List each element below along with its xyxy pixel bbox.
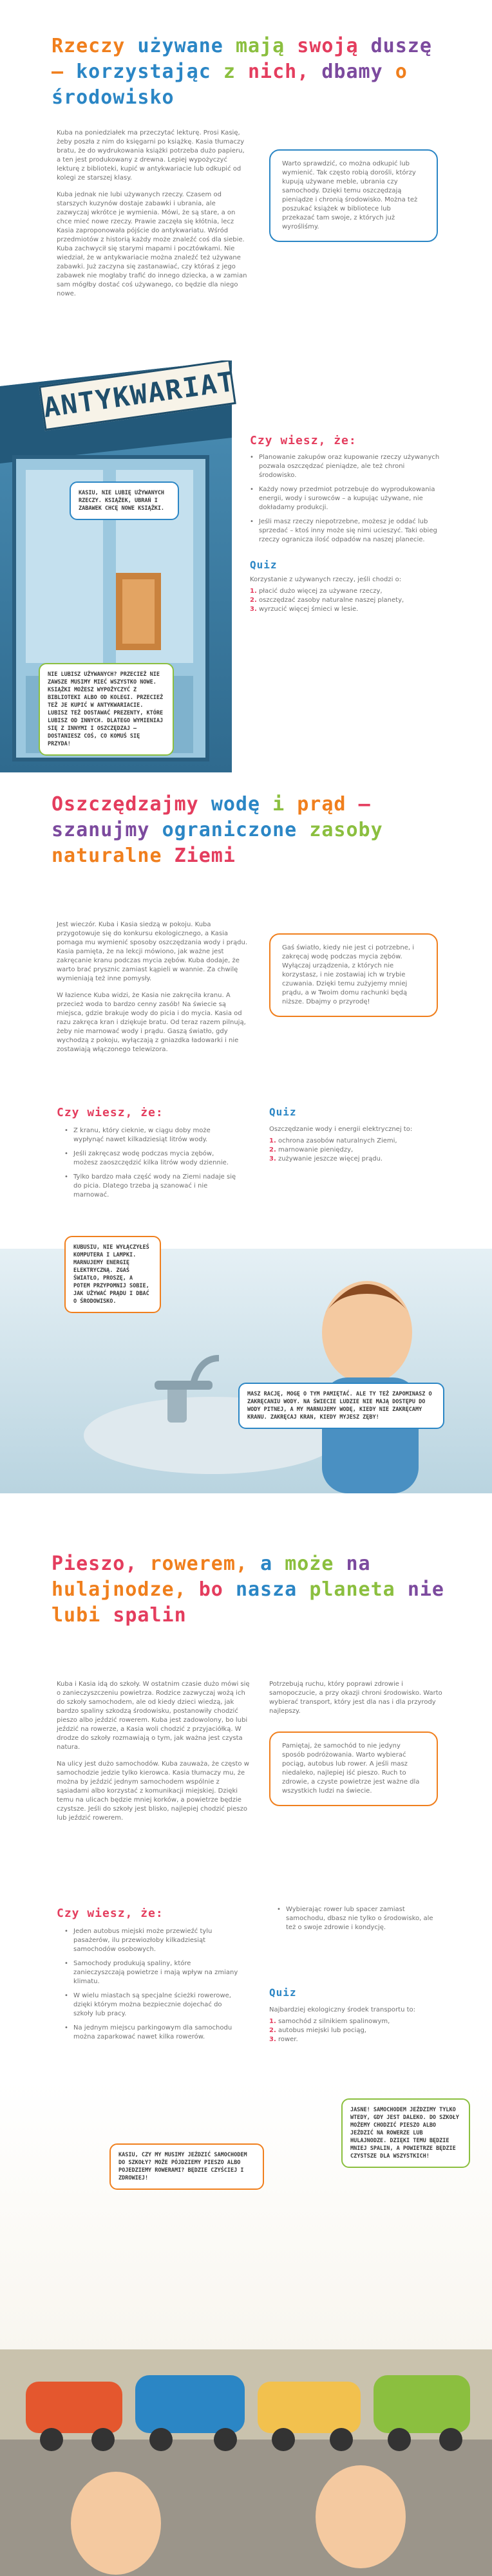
title-word: nasza — [235, 1578, 298, 1601]
title-word: dbamy — [321, 61, 383, 83]
quiz-option — [269, 1155, 443, 1164]
quiz-block — [250, 575, 443, 614]
paragraph: Jest wieczór. Kuba i Kasia siedzą w pokoju. Kuba przygotowuje się do konkursu ekologicznego, a Kasia pomaga mu wymienić sposoby oszczędzania wody i prądu. Kasia pamięta, że na lekcji mówiono, jak ważne jest zakręcanie kranu podczas mycia zębów. Kuba dodaje, że warto brać prysznic zamiast kąpieli w wannie. Za chwilę wymieniają też inne pomysły. — [57, 921, 248, 982]
option-number: 1. — [250, 588, 257, 595]
quiz-heading: Quiz — [269, 1986, 297, 1999]
title-word: Ziemi — [174, 845, 236, 867]
section2-title — [52, 792, 451, 869]
quiz-question: Korzystanie z używanych rzeczy, jeśli chodzi o: — [250, 576, 402, 583]
title-word: nie — [407, 1578, 444, 1601]
title-word: bo — [198, 1578, 223, 1601]
kasia-speech-bubble — [64, 1236, 161, 1313]
facts-heading: Czy wiesz, że: — [57, 1106, 164, 1119]
title-word: może — [285, 1553, 334, 1575]
title-word: zasoby — [309, 819, 383, 841]
title-word: naturalne — [52, 845, 162, 867]
option-number: 2. — [269, 2027, 276, 2034]
title-word: nich, — [248, 61, 310, 83]
facts-list — [250, 453, 443, 550]
option-text: oszczędzać zasoby naturalne naszej planety, — [258, 597, 404, 604]
kasia-speech-bubble — [341, 2098, 470, 2168]
quiz-block — [269, 2006, 443, 2044]
facts-heading: Czy wiesz, że: — [250, 434, 357, 447]
fact-item: • Planowanie zakupów oraz kupowanie rzeczy używanych pozwala oszczędzać pieniądze, ale też chroni środowisko. — [250, 453, 443, 480]
option-number: 2. — [250, 597, 257, 604]
fact-item: • Wybierając rower lub spacer zamiast samochodu, dbasz nie tylko o środowisko, ale też o swoje zdrowie i kondycję. — [277, 1905, 444, 1932]
section3-body — [57, 1680, 250, 1831]
title-word: a — [260, 1553, 273, 1575]
quiz-heading: Quiz — [250, 559, 278, 571]
speech-text: KASIU, CZY MY MUSIMY JEŹDZIĆ SAMOCHODEM DO SZKOŁY? MOŻE PÓJDZIEMY PIESZO ALBO POJEDZIEMY ROWERAMI? BĘDZIE CZYŚCIEJ I ZDROWIEJ! — [118, 2152, 247, 2181]
facts-list — [64, 1927, 238, 2047]
callout-text: Pamiętaj, że samochód to nie jedyny sposób podróżowania. Warto wybierać pociąg, autobus lub rower. A jeśli masz niedaleko, najlepiej iść pieszo. Ruch to zdrowie, a czyste powietrze jest ważne dla wszystkich ludzi na świecie. — [282, 1742, 420, 1795]
title-word: ograniczone — [162, 819, 298, 841]
quiz-option — [250, 596, 443, 605]
title-word: mają — [235, 35, 285, 57]
callout-text: Warto sprawdzić, co można odkupić lub wymienić. Tak często robią dorośli, którzy kupują używane meble, ubrania czy samochody. Dzięki temu oszczędzają pieniądze i chronią środowisko. Można też poszukać książek w bibliotece lub przekazać tam swoje, z których już wyrośliśmy. — [282, 160, 418, 230]
option-text: autobus miejski lub pociąg, — [278, 2027, 366, 2034]
title-word: środowisko — [52, 86, 175, 109]
title-word: na — [346, 1553, 371, 1575]
section1-callout — [269, 149, 438, 242]
kuba-speech-bubble — [238, 1383, 444, 1429]
kasia-speech-bubble — [39, 663, 174, 756]
fact-item: • Na jednym miejscu parkingowym dla samochodu można zaparkować nawet kilka rowerów. — [64, 2024, 238, 2042]
option-text: wyrzucić więcej śmieci w lesie. — [258, 606, 359, 613]
title-word: Pieszo, — [52, 1553, 138, 1575]
fact-item: • W wielu miastach są specjalne ścieżki rowerowe, dzięki którym można bezpiecznie dojechać do szkoły lub pracy. — [64, 1992, 238, 2019]
option-number: 3. — [269, 1155, 276, 1162]
option-text: rower. — [278, 2036, 298, 2043]
title-word: prąd — [297, 793, 346, 816]
kuba-speech-bubble — [70, 481, 179, 520]
speech-text: KUBUSIU, NIE WYŁĄCZYŁEŚ KOMPUTERA I LAMPKI. MARNUJEMY ENERGIĘ ELEKTRYCZNĄ. ZGAŚ ŚWIATŁO, PROSZĘ, A POTEM PRZYPOMNIJ SOBIE, JAK UŻYWAĆ PRĄDU I DBAĆ O ŚRODOWISKO. — [73, 1244, 149, 1305]
fact-item: • Samochody produkują spaliny, które zanieczyszczają powietrze i mają wpływ na zmiany klimatu. — [64, 1959, 238, 1986]
option-text: zużywanie jeszcze więcej prądu. — [278, 1155, 383, 1162]
section1-body — [57, 129, 250, 306]
quiz-option — [269, 1146, 443, 1155]
facts-list — [64, 1126, 238, 1205]
callout-text: Gaś światło, kiedy nie jest ci potrzebne, i zakręcaj wodę podczas mycia zębów. Wyłączaj urządzenia, z których nie korzystasz, i nie zostawiaj ich w trybie czuwania. Dzięki temu zużyjemy mniej prądu, a w Twoim domu rachunki będą niższe. Dbajmy o przyrodę! — [282, 944, 414, 1005]
section3-title — [52, 1551, 451, 1629]
title-word: z — [223, 61, 236, 83]
option-number: 1. — [269, 2018, 276, 2025]
quiz-block — [269, 1125, 443, 1164]
quiz-option — [250, 587, 443, 596]
quiz-question: Najbardziej ekologiczny środek transportu to: — [269, 2006, 416, 2013]
street-illustration — [0, 2079, 492, 2576]
paragraph: W łazience Kuba widzi, że Kasia nie zakręciła kranu. A przecież woda to bardzo cenny zasób! Na świecie są miejsca, gdzie brakuje wody do picia i do mycia. Kasia od razu zakręca kran i dziękuje bratu. Od teraz razem pilnują, żeby nie marnować wody i prądu. Gaszą światło, gdy wychodzą z pokoju, wyłączają z gniazdka ładowarki i nie zostawiają włączonego telewizora. — [57, 992, 246, 1053]
title-word: – — [358, 793, 371, 816]
quiz-option — [269, 1137, 443, 1146]
kuba-speech-bubble — [109, 2143, 264, 2190]
paragraph: Potrzebują ruchu, który poprawi zdrowie i samopoczucie, a przy okazji chroni środowisko. Warto wybierać transport, który jest dla nas i dla przyrody najlepszy. — [269, 1681, 442, 1715]
option-number: 2. — [269, 1146, 276, 1153]
fact-item: • Każdy nowy przedmiot potrzebuje do wyprodukowania energii, wody i surowców – a kupując używane, nie dokładamy produkcji. — [250, 485, 443, 512]
fact-item: • Jeśli masz rzeczy niepotrzebne, możesz je oddać lub sprzedać – ktoś inny może się nimi ucieszyć. Taki obieg rzeczy ogranicza ilość odpadów na naszej planecie. — [250, 518, 443, 545]
option-number: 3. — [269, 2036, 276, 2043]
option-number: 3. — [250, 606, 257, 613]
title-word: swoją — [297, 35, 359, 57]
paragraph: Kuba jednak nie lubi używanych rzeczy. Czasem od starszych kuzynów dostaje zabawki i ubrania, ale zazwyczaj wkrótce je wymienia. Mówi, że są stare, a on chce mieć nowe rzeczy. Prawie zaczęła się kłótnia, lecz Kasia zaproponowała pójście do antykwariatu. Wśród przedmiotów z historią każdy może znaleźć coś dla siebie. Kuba zachwycił się starymi mapami i pocztówkami. Nie wiedział, że w antykwariacie można znaleźć też używane zabawki. Już zaczyna się zastanawiać, czy któraś z jego zabawek nie mogłaby trafić do innego dziecka, a w zamian sam mógłby dostać coś używanego, co będzie dla niego nowe. — [57, 191, 247, 297]
fact-item: • Jeśli zakręcasz wodę podczas mycia zębów, możesz zaoszczędzić kilka litrów wody dziennie. — [64, 1150, 238, 1168]
option-number: 1. — [269, 1137, 276, 1144]
title-word: i — [272, 793, 285, 816]
quiz-question: Oszczędzanie wody i energii elektrycznej to: — [269, 1126, 413, 1133]
title-word: korzystając — [76, 61, 211, 83]
option-text: samochód z silnikiem spalinowym, — [278, 2018, 390, 2025]
fact-item: • Z kranu, który cieknie, w ciągu doby może wypłynąć nawet kilkadziesiąt litrów wody. — [64, 1126, 238, 1144]
quiz-option — [269, 2035, 443, 2044]
title-word: szanujmy — [52, 819, 150, 841]
section2-body — [57, 920, 250, 1062]
title-word: Rzeczy — [52, 35, 126, 57]
fact-item: • Jeden autobus miejski może przewieźć tylu pasażerów, ilu przewiozłoby kilkadziesiąt samochodów osobowych. — [64, 1927, 238, 1954]
shop-sign: ANTYKWARIAT — [39, 360, 236, 431]
speech-text: KASIU, NIE LUBIĘ UŻYWANYCH RZECZY. KSIĄŻEK, UBRAŃ I ZABAWEK CHCĘ NOWE KSIĄŻKI. — [79, 490, 165, 512]
section3-side-text — [269, 1680, 443, 1724]
quiz-option — [269, 2026, 443, 2035]
facts-list-right — [277, 1905, 444, 1937]
title-word: spalin — [113, 1604, 187, 1627]
antiquarian-illustration — [0, 360, 492, 772]
fact-item: • Tylko bardzo mała część wody na Ziemi nadaje się do picia. Dlatego trzeba ją szanować i nie marnować. — [64, 1173, 238, 1200]
speech-text: JASNE! SAMOCHODEM JEŹDZIMY TYLKO WTEDY, GDY JEST DALEKO. DO SZKOŁY MOŻEMY CHODZIĆ PIESZO ALBO JEŹDZIĆ NA ROWERZE LUB HULAJNODZE. DZIĘKI TEMU BĘDZIE MNIEJ SPALIN, A POWIETRZE BĘDZIE CZYSTSZE DLA WSZYSTKICH! — [350, 2107, 459, 2160]
speech-text: NIE LUBISZ UŻYWANYCH? PRZECIEŻ NIE ZAWSZE MUSIMY MIEĆ WSZYSTKO NOWE. KSIĄŻKI MOŻESZ WYPOŻYCZYĆ Z BIBLIOTEKI ALBO OD KOLEGI. PRZECIEŻ TEŻ JE KUPIĆ W ANTYKWARIACIE. LUBISZ TEŻ DOSTAWAĆ PREZENTY, KTÓRE LUBISZ OD INNYCH. DLATEGO WYMIENIAJ SIĘ Z INNYMI I OSZCZĘDZAJ – DOSTANIESZ COŚ, CO KOMUŚ SIĘ PRZYDA! — [48, 671, 164, 747]
title-word: – — [52, 61, 64, 83]
title-word: o — [395, 61, 408, 83]
title-word: używane — [137, 35, 223, 57]
facts-heading: Czy wiesz, że: — [57, 1907, 164, 1920]
title-word: planeta — [309, 1578, 395, 1601]
quiz-heading: Quiz — [269, 1106, 297, 1118]
title-word: lubi — [52, 1604, 101, 1627]
section1-title — [52, 33, 451, 111]
paragraph: Na ulicy jest dużo samochodów. Kuba zauważa, że często w samochodzie jedzie tylko kierowca. Kasia tłumaczy mu, że można by jeździć jednym samochodem wspólnie z sąsiadami albo korzystać z komunikacji miejskiej. Dzięki temu na ulicach będzie mniej korków, a powietrze będzie czystsze. Jeśli do szkoły jest blisko, najlepiej chodzić pieszo lub jeździć rowerem. — [57, 1760, 249, 1822]
section3-callout — [269, 1731, 438, 1806]
title-word: duszę — [370, 35, 432, 57]
paragraph: Kuba i Kasia idą do szkoły. W ostatnim czasie dużo mówi się o zanieczyszczeniu powietrza. Rodzice zazwyczaj wożą ich do szkoły samochodem, ale od kiedy dzieci wiedzą, jak bardzo spaliny szkodzą środowisku, postanowiły chodzić pieszo albo jeździć rowerem. Kuba jest zadowolony, bo lubi jeździć na rowerze, a Kasia woli chodzić z przyjaciółką. W drodze do szkoły rozmawiają o tym, jak ważna jest czysta natura. — [57, 1681, 250, 1751]
option-text: płacić dużo więcej za używane rzeczy, — [258, 588, 383, 595]
title-word: wodę — [211, 793, 261, 816]
speech-text: MASZ RACJĘ, MOGĘ O TYM PAMIĘTAĆ. ALE TY TEŻ ZAPOMINASZ O ZAKRĘCANIU WODY. NA ŚWIECIE LUDZIE NIE MAJĄ DOSTĘPU DO WODY PITNEJ, A MY MARNUJEMY WODĘ, KIEDY NIE ZAKRĘCAMY KRANU. ZAKRĘCAJ KRAN, KIEDY MYJESZ ZĘBY! — [247, 1391, 432, 1421]
option-text: marnowanie pieniędzy, — [278, 1146, 354, 1153]
bathroom-illustration — [0, 1223, 492, 1493]
section2-callout — [269, 933, 438, 1017]
title-word: hulajnodze, — [52, 1578, 187, 1601]
title-word: rowerem, — [149, 1553, 248, 1575]
quiz-option — [269, 2017, 443, 2026]
title-word: Oszczędzajmy — [52, 793, 199, 816]
quiz-option — [250, 605, 443, 614]
paragraph: Kuba na poniedziałek ma przeczytać lekturę. Prosi Kasię, żeby poszła z nim do księgarni po książkę. Kasia tłumaczy bratu, że do wydrukowania książki potrzeba dużo papieru, a ten jest produkowany z drewna. Lepiej wypożyczyć lekturę z biblioteki, kupić w antykwariacie lub odkupić od kolegi ze starszej klasy. — [57, 129, 245, 182]
option-text: ochrona zasobów naturalnych Ziemi, — [278, 1137, 397, 1144]
